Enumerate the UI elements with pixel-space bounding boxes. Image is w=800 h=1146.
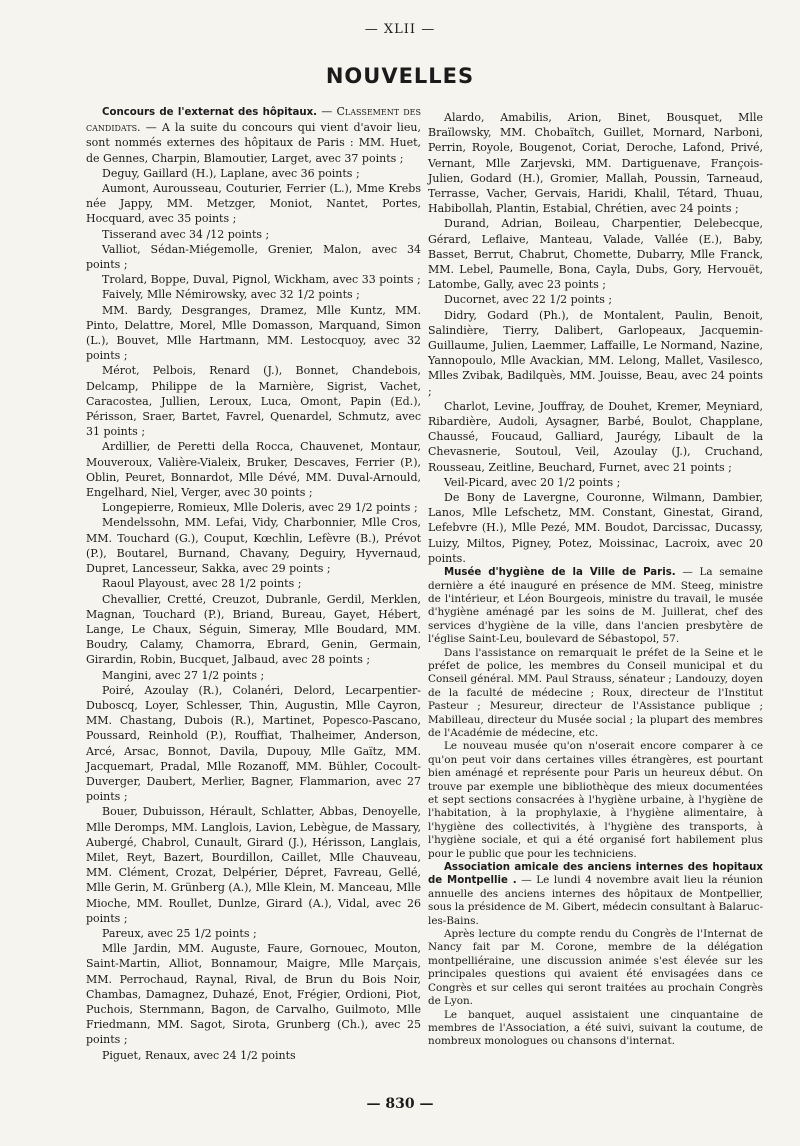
list-paragraph: Charlot, Levine, Jouffray, de Douhet, Kremer, Meyniard, Ribardière, Audoli, Aysagner, Barbé, Boulot, Chapplane, Chaussé, Foucaud, Galliard, Jaurégy, Libault de la Chevasnerie, Soutoul, Veil, Azoulay (J.), Cruchand, Rousseau, Zeitline, Beuchard, Furnet, avec 21 points ; — [428, 399, 763, 474]
section-heading-externat: Concours de l'externat des hôpitaux. — [102, 107, 318, 118]
list-paragraph: Alardo, Amabilis, Arion, Binet, Bousquet, Mlle Braïlowsky, MM. Chobaïtch, Guillet, Mornard, Narboni, Perrin, Royole, Bougenot, Coriat, Deroche, Lafond, Privé, Vernant, Mlle Zarjevski, MM. Dartiguenave, François-Julien, Godard (H.), Gromier, Mallah, Poussin, Tarneaud, Terrasse, Vacher, Gervais, Haridi, Khalil, Tétard, Thuau, Habibollah, Plantin, Estabial, Chrétien, avec 24 points ; — [428, 111, 763, 216]
list-paragraph: MM. Bardy, Desgranges, Dramez, Mlle Kuntz, MM. Pinto, Delattre, Morel, Mlle Domasson, Marquand, Simon (L.), Bouvet, Mlle Hartmann, MM. Lestocquoy, avec 32 points ; — [86, 303, 421, 363]
list-paragraph: Tisserand avec 34 /12 points ; — [102, 227, 270, 241]
page-number: — 830 — — [366, 1096, 434, 1112]
list-paragraph: Mendelssohn, MM. Lefai, Vidy, Charbonnier, Mlle Cros, MM. Touchard (G.), Couput, Kœchlin, Lefèvre (B.), Prévot (P.), Boutarel, Burnand, Chavany, Deguiry, Hyvernaud, Dupret, Lancesseur, Sakka, avec 29 points ; — [86, 516, 421, 576]
list-paragraph: Raoul Playoust, avec 28 1/2 points ; — [102, 577, 302, 591]
list-paragraph: Pareux, avec 25 1/2 points ; — [102, 926, 257, 940]
right-column — [428, 110, 763, 1049]
list-paragraph: Valliot, Sédan-Miégemolle, Grenier, Malon, avec 34 points ; — [86, 242, 421, 272]
list-paragraph: Veil-Picard, avec 20 1/2 points ; — [444, 475, 621, 489]
section-heading-association: Association amicale des anciens internes des hopitaux de Montpellie . — [428, 862, 763, 887]
section-text: — Le lundi 4 novembre avait lieu la réunion annuelle des anciens internes des hôpitaux de Montpellier, sous la présidence de M. Gibert, médecin consultant à Balaruc-les-Bains. — [428, 874, 763, 927]
list-paragraph: Deguy, Gaillard (H.), Laplane, avec 36 points ; — [102, 166, 360, 180]
section-association-intro — [428, 861, 763, 928]
list-paragraph: Piguet, Renaux, avec 24 1/2 points — [102, 1048, 296, 1062]
section-musee — [428, 566, 763, 861]
section-subheading-classement: — Classement des candidats. — [86, 105, 421, 135]
list-paragraph: Didry, Godard (Ph.), de Montalent, Paulin, Benoit, Salindière, Tierry, Dalibert, Garlopeaux, Jacquemin-Guillaume, Julien, Laemmer, Laffaille, Le Normand, Nazine, Yannopoulo, Mlle Avackian, MM. Lelong, Mallet, Vasilesco, Mlles Zvibak, Badilquès, MM. Jouisse, Beau, avec 24 points ; — [428, 308, 763, 398]
list-paragraph: Ducornet, avec 22 1/2 points ; — [444, 293, 613, 307]
list-paragraph: Longepierre, Romieux, Mlle Doleris, avec 29 1/2 points ; — [102, 501, 418, 515]
list-paragraph: Trolard, Boppe, Duval, Pignol, Wickham, avec 33 points ; — [102, 273, 421, 287]
left-column — [86, 104, 421, 1063]
list-paragraph: Mlle Jardin, MM. Auguste, Faure, Gornouec, Mouton, Saint-Martin, Alliot, Bonnamour, Maigre, Mlle Marçais, MM. Perrochaud, Raynal, Rival, de Brun du Bois Noir, Chambas, Damagnez, Duhazé, Enot, Frégier, Ordioni, Piot, Puchois, Sternmann, Bagon, de Carvalho, Guilmoto, Mlle Friedmann, MM. Sagot, Sirota, Grunberg (Ch.), avec 25 points ; — [86, 942, 421, 1047]
list-paragraph: Ardillier, de Peretti della Rocca, Chauvenet, Montaur, Mouveroux, Valière-Vialeix, Bruker, Descaves, Ferrier (P.), Oblin, Peuret, Bonnardot, Mlle Dévé, MM. Duval-Arnould, Engelhard, Niel, Verger, avec 30 points ; — [86, 440, 421, 500]
list-paragraph: Mangini, avec 27 1/2 points ; — [102, 668, 265, 682]
section-association — [428, 861, 763, 1049]
list-paragraph: Aumont, Aurousseau, Couturier, Ferrier (L.), Mme Krebs née Jappy, MM. Metzger, Moniot, Nantet, Portes, Hocquard, avec 35 points ; — [86, 182, 421, 226]
section-text: Dans l'assistance on remarquait le préfet de la Seine et le préfet de police, les membres du Conseil municipal et du Conseil général. MM. Paul Strauss, sénateur ; Landouzy, doyen de la faculté de médecine ; Roux, directeur de l'Institut Pasteur ; Mesureur, directeur de l'Assistance publique ; Mabilleau, directeur du Musée social ; la plupart des membres de l'Académie de médecine, etc. — [428, 646, 763, 739]
list-paragraph: Faively, Mlle Némirowsky, avec 32 1/2 points ; — [102, 288, 360, 302]
list-paragraph: Durand, Adrian, Boileau, Charpentier, Delebecque, Gérard, Leflaive, Manteau, Valade, Vallée (E.), Baby, Basset, Berrut, Chabrut, Chomette, Dubarry, Mlle Franck, MM. Lebel, Paumelle, Bona, Cayla, Dubs, Gory, Hervouët, Latombe, Gally, avec 23 points ; — [428, 217, 763, 292]
list-paragraph: Bouer, Dubuisson, Hérault, Schlatter, Abbas, Denoyelle, Mlle Deromps, MM. Langlois, Lavion, Lebègue, de Massary, Aubergé, Chabrol, Cunault, Girard (J.), Hérisson, Langlais, Milet, Reyt, Bazert, Bourdillon, Caillet, Mlle Chauveau, MM. Clément, Crozat, Delpérier, Dépret, Favreau, Gellé, Mlle Gerin, M. Grünberg (A.), Mlle Klein, M. Manceau, Mlle Mioche, MM. Roullet, Dunlze, Girard (A.), Vidal, avec 26 points ; — [86, 805, 421, 925]
section-text: Le banquet, auquel assistaient une cinquantaine de membres de l'Association, a été suivi, suivant la coutume, de nombreux monologues ou chansons d'internat. — [428, 1008, 763, 1048]
section-heading-musee: Musée d'hygiène de la Ville de Paris. — [444, 567, 676, 579]
section-text: — La semaine dernière a été inauguré en présence de MM. Steeg, ministre de l'intérieur, et Léon Bourgeois, ministre du travail, le musée d'hygiène aménagé par les soins de M. Juillerat, chef des services d'hygiène de la ville, dans l'ancien presbytère de l'église Saint-Leu, boulevard de Sébastopol, 57. — [428, 566, 763, 646]
list-paragraph: Poiré, Azoulay (R.), Colanéri, Delord, Lecarpentier-Duboscq, Loyer, Schlesser, Thin, Augustin, Mlle Cayron, MM. Chastang, Dubois (R.), Martinet, Popesco-Pascano, Poussard, Reinhold (P.), Rouffiat, Thalheimer, Anderson, Arcé, Arsac, Bonnot, Davila, Dupouy, Mlle Gaïtz, MM. Jacquemart, Pradal, Mlle Rozanoff, MM. Bühler, Cocoult-Duverger, Daubert, Merlier, Bagner, Flammarion, avec 27 points ; — [86, 683, 421, 804]
section-text: Le nouveau musée qu'on n'oserait encore comparer à ce qu'on peut voir dans certaines villes étrangères, est pourtant bien aménagé et représente pour Paris un heureux début. On trouve par exemple une bibliothèque des mieux documentées et sept sections consacrées à l'hygiène urbaine, à l'hygiène de l'habitation, à la prophylaxie, à l'hygiène alimentaire, à l'hygiène des collectivités, à l'hygiène des transports, à l'hygiène sociale, et qui a été organisé fort habilement plus pour le public que pour les techniciens. — [428, 740, 763, 860]
list-paragraph: Chevallier, Cretté, Creuzot, Dubranle, Gerdil, Merklen, Magnan, Touchard (P.), Briand, Bureau, Gayet, Hébert, Lange, Le Chaux, Séguin, Simeray, Mlle Boudard, MM. Boudry, Calamy, Chamorra, Ebrard, Genin, Germain, Girardin, Robin, Bucquet, Jalbaud, avec 28 points ; — [86, 592, 421, 667]
section-text: Après lecture du compte rendu du Congrès de l'Internat de Nancy fait par M. Corone, membre de la délégation montpelliéraine, une discussion animée s'est élevée sur les principales questions qui avaient été envisagées dans ce Congrès et sur celles qui seront traitées au prochain Congrès de Lyon. — [428, 928, 763, 1008]
page-title: NOUVELLES — [325, 64, 475, 88]
list-paragraph: Mérot, Pelbois, Renard (J.), Bonnet, Chandebois, Delcamp, Philippe de la Marnière, Sigrist, Vachet, Caracostea, Jullien, Leroux, Luca, Omont, Papin (Ed.), Périsson, Sraer, Bartet, Favrel, Quenardel, Schmutz, avec 31 points ; — [86, 364, 421, 439]
list-paragraph: De Bony de Lavergne, Couronne, Wilmann, Dambier, Lanos, Mlle Lefschetz, MM. Constant, Ginestat, Girand, Lefebvre (H.), Mlle Pezé, MM. Boudot, Darcissac, Ducassy, Luizy, Miltos, Pigney, Potez, Moissinac, Lacroix, avec 20 points. — [428, 491, 763, 565]
page-number-roman: — XLII — — [364, 22, 436, 37]
section-intro: — A la suite du concours qui vient d'avoir lieu, sont nommés externes des hôpitaux de Paris : MM. Huet, de Gennes, Charpin, Blamoutier, Larget, avec 37 points ; — [86, 121, 421, 165]
section-musee-intro — [428, 566, 763, 646]
section-externat — [86, 104, 421, 166]
